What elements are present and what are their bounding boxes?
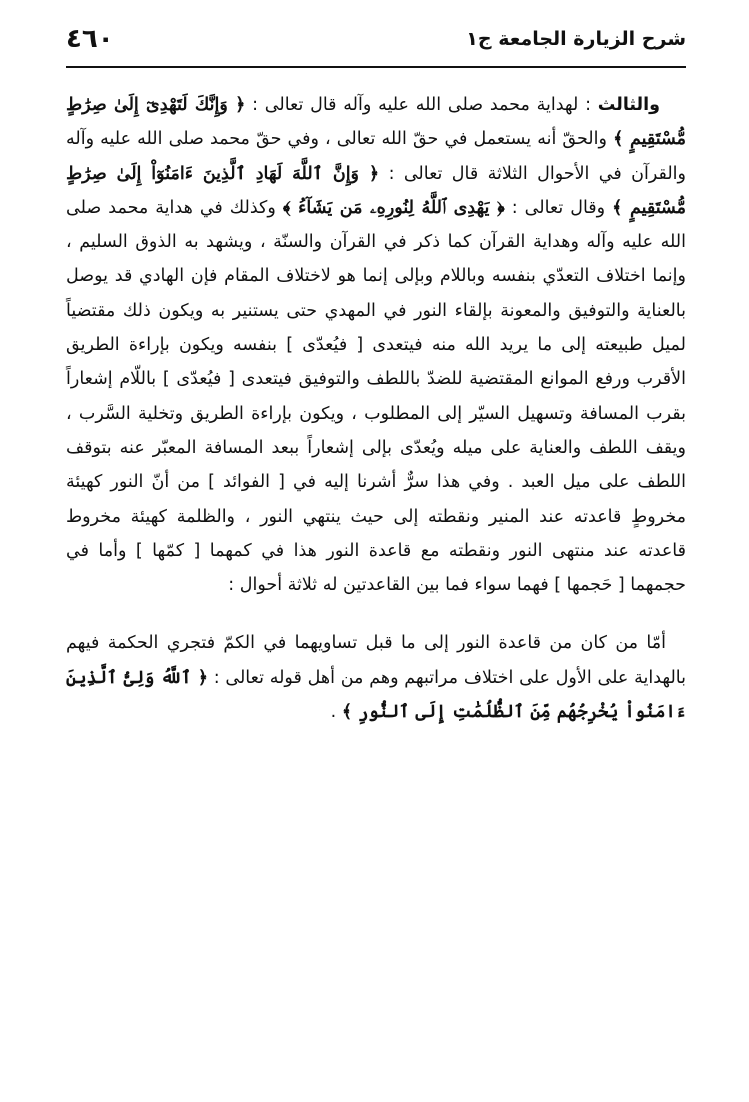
paragraph-1: [66, 88, 686, 602]
page-header: [66, 24, 686, 62]
lead-word: والثالث: [597, 95, 660, 115]
header-rule: [66, 66, 686, 68]
page-number: ٤٦٠: [66, 24, 114, 54]
paragraph-2-text-2: .: [330, 702, 342, 723]
running-title: شرح الزيارة الجامعة ج١: [466, 28, 686, 50]
paragraph-1-text-4: وكذلك في هداية محمد صلى الله عليه وآله وهداية القرآن كما ذكر في القرآن والسنّة ، ويشهد به الذوق السليم ، وإنما اختلاف التعدّي بنفسه وباللام وبإلى إنما هو لاختلاف المقام فإن الهادي قد يوصل بالعناية والتوفيق والمعونة بإلقاء النور في المهدي حتى يستنير به ويكون ذلك مقتضياً لميل طبيعته إلى ما يريد الله منه فيتعدى [ فيُعدّى ] بنفسه ويكون بإراءة الطريق الأقرب ورفع الموانع المقتضية للضدّ باللطف والتوفيق فيتعدى [ فيُعدّى ] باللّام إشعاراً بقرب المسافة وتسهيل السيّر إلى المطلوب ، ويكون بإراءة الطريق وتخلية السَّرب ، ويقف اللطف والعناية على ميله ويُعدّى بإلى إشعاراً ببعد المسافة المعبّر عنه بتوقف اللطف على ميل العبد . وفي هذا سرٌّ أشرنا إليه في [ الفوائد ] من أنّ النور كهيئة مخروطٍ قاعدته عند المنير ونقطته إلى حيث ينتهي النور ، والظلمة كهيئة مخروط قاعدته عند منتهى النور ونقطته مع قاعدة النور هذا في كمهما [ كمّها ] وأما في حجمهما [ حَجمها ] فهما سواء فما بين القاعدتين له ثلاثة أحوال :: [66, 197, 686, 596]
paragraph-1-text-1: : لهداية محمد صلى الله عليه وآله قال تعالى :: [245, 95, 598, 115]
paragraph-2-text-1: أمّا من كان من قاعدة النور إلى ما قبل تساويهما في الكمّ فتجري الحكمة فيهم بالهداية على الأول على اختلاف مراتبهم وهم من أهل قوله تعالى :: [66, 633, 686, 688]
body-text: [66, 88, 686, 729]
quran-verse-1: ﴿ وَإِنَّكَ لَتَهْدِىٓ إِلَىٰ صِرَٰطٍ مُّسْتَقِيمٍ ﴾: [66, 95, 686, 150]
quran-verse-3: ﴿ يَهْدِى ٱللَّهُ لِنُورِهِۦ مَن يَشَآءُ ﴾: [282, 197, 505, 218]
paragraph-1-text-2: والحقّ أنه يستعمل في حقّ الله تعالى ، وفي حقّ محمد صلى الله عليه وآله والقرآن في الأحوال الثلاثة قال تعالى :: [66, 129, 686, 184]
quran-verse-2: ﴿ وَإِنَّ ٱللَّهَ لَهَادِ ٱلَّذِينَ ءَامَنُوٓاْ إِلَىٰ صِرَٰطٍ مُّسْتَقِيمٍ ﴾: [66, 163, 686, 218]
quran-verse-4: ﴿ ٱللَّهُ وَلِىُّ ٱلَّذِينَ ءَامَنُواْ يُخْرِجُهُم مِّنَ ٱلظُّلُمَٰتِ إِلَى ٱلنُّورِ ﴾: [66, 667, 686, 723]
paragraph-1-text-3: وقال تعالى :: [504, 197, 613, 218]
paragraph-2: [66, 626, 686, 729]
